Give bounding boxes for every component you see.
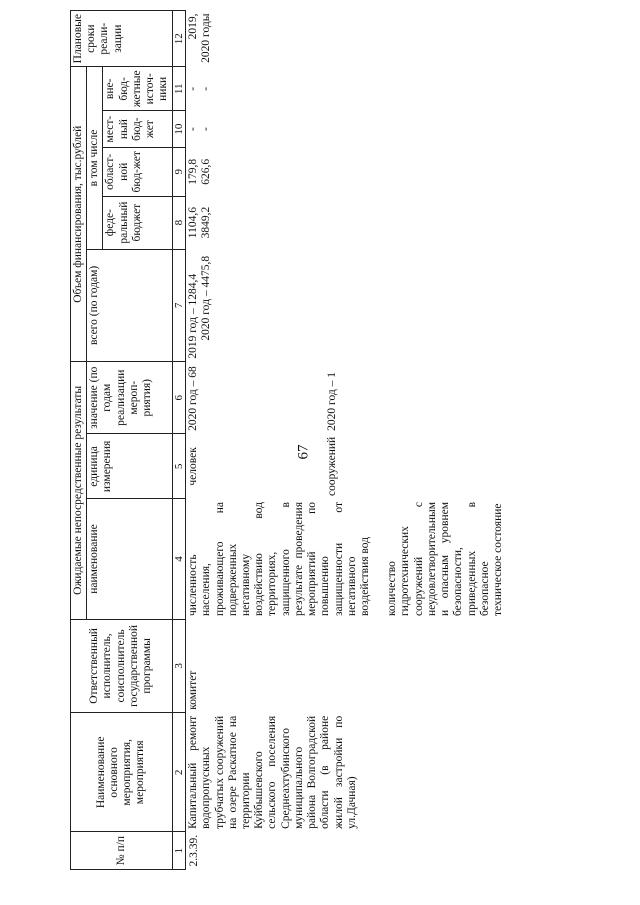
row-name: Капитальный ремонт водопропускных трубчатых сооружений на озере Раскатное на территории Куйбышевского сельского поселения Среднеахтубинского муниципального района Волгоградской области (в районе жилой застройки по ул.Дачная) [187,715,358,829]
reg-line2: 626,6 [200,158,213,185]
fed-line2: 3849,2 [200,206,213,239]
column-number: 1 [172,832,186,870]
column-number: 3 [172,619,186,713]
header-results-name: наименование [87,499,172,619]
reg-cell [186,147,507,196]
page-number: 67 [295,444,312,460]
header-row-1 [71,11,87,870]
header-results-group: Ожидаемые непосредственные результаты [71,362,87,619]
column-number: 7 [172,249,186,362]
row-no: 2.3.39. [188,834,201,867]
fed-cell [186,196,507,249]
fed-line1: 1104,6 [187,207,200,239]
column-number: 9 [172,147,186,196]
extra-cell [186,67,507,111]
terms-cell [186,11,507,67]
header-results-value: значение (по годам реализации мероп-риятия) [87,362,172,434]
column-numbers-row [172,11,186,870]
local-line2: - [200,127,213,132]
extra-line1: - [187,86,200,91]
column-number: 10 [172,111,186,148]
total-cell [186,249,507,362]
result-cell [186,499,507,619]
header-responsible: Ответственный исполнитель, соисполнитель государственной программы [71,619,173,713]
result1-name: численность населения, проживающего на подверженных негативному воздействию вод территориях, защищенного в результате проведения мероприятий по повышению защищенности от негативного воздействия вод [187,502,372,617]
header-no: № п/п [71,832,173,870]
total-line1: 2019 год – 1284,4 [187,273,200,359]
row-responsible: комитет [187,670,200,710]
column-number: 8 [172,196,186,249]
result2-name: количество гидротехнических сооружений с неудовлетворительным и опасным уровнем безопасности, приведенных в безопасное техническое состояние [386,502,504,617]
header-funding-local: мест-ный бюд-жет [103,111,172,148]
table-row [186,11,507,870]
local-line1: - [187,127,200,132]
column-number: 5 [172,434,186,499]
header-terms: Плановые сроки реали-зации [71,11,173,67]
header-name: Наименование основного мероприятия, мероприятия [71,713,173,832]
unit-cell [186,434,507,499]
header-funding-group: Объем финансирования, тыс.рублей [71,67,87,362]
header-funding-total: всего (по годам) [87,249,172,362]
header-funding-reg: област-ной бюд-жет [103,147,172,196]
column-number: 4 [172,499,186,619]
header-results-unit: единица измерения [87,434,172,499]
value-cell [186,362,507,434]
header-funding-fed: феде-ральный бюджет [103,196,172,249]
result1-unit: человек [187,447,200,486]
local-cell [186,111,507,148]
rotated-table-wrapper [70,10,635,870]
terms-line2: 2020 годы [200,13,213,63]
terms-line1: 2019, [187,13,200,40]
header-funding-incl: в том числе [87,67,103,249]
column-number: 2 [172,713,186,832]
column-number: 6 [172,362,186,434]
result2-unit: сооружений [326,436,339,496]
total-line2: 2020 год – 4475,8 [200,255,213,341]
result1-value: 2020 год – 68 [187,366,200,431]
column-number: 11 [172,67,186,111]
extra-line2: - [200,86,213,91]
column-number: 12 [172,11,186,67]
reg-line1: 179,8 [187,158,200,185]
result2-value: 2020 год – 1 [326,372,339,431]
funding-table [70,10,506,870]
header-funding-extra: вне-бюд-жетные источ-ники [103,67,172,111]
